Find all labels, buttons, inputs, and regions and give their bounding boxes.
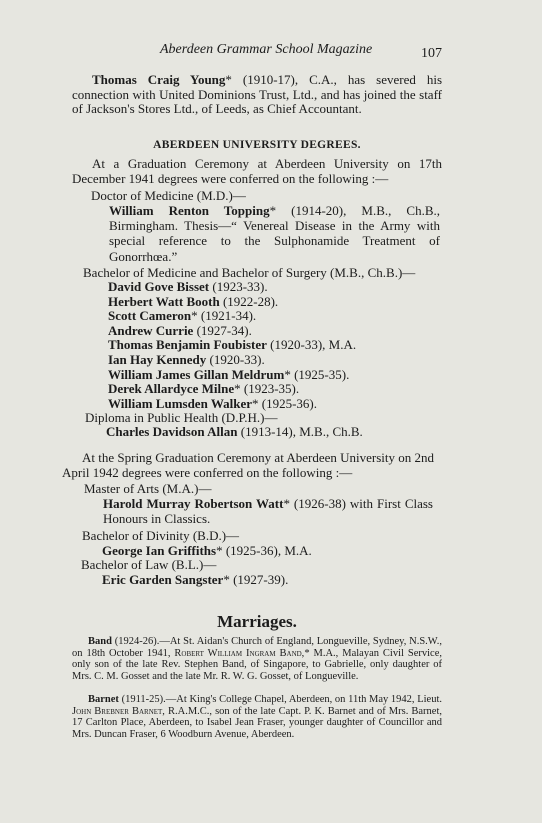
- sangster-entry: [102, 572, 288, 587]
- griffiths-name: George Ian Griffiths: [102, 543, 217, 558]
- graduate-name: Ian Hay Kennedy: [108, 351, 207, 367]
- graduate-details: (1922-28).: [219, 293, 279, 309]
- list-item: [108, 338, 438, 353]
- md-label: Doctor of Medicine (M.D.)—: [91, 188, 246, 203]
- barnet-groom-name: John Brebner Barnet,: [72, 705, 165, 717]
- watt-entry: [103, 496, 433, 526]
- graduate-details: (1920-33), M.A.: [266, 337, 357, 353]
- graduation-intro-1-text: At a Graduation Ceremony at Aberdeen University on 17th December 1941 degrees were conferred on the following :—: [72, 156, 442, 187]
- griffiths-details: * (1925-36), M.A.: [216, 543, 312, 558]
- graduate-name: Scott Cameron: [108, 308, 192, 324]
- graduate-name: David Gove Bisset: [108, 279, 210, 294]
- band-text-1: (1924-26).—At St. Aidan's Church of England, Longueville, Sydney, N.S.W., on 18th October 1941,: [72, 636, 442, 659]
- bd-label: Bachelor of Divinity (B.D.)—: [82, 528, 240, 543]
- graduate-name: William James Gillan Meldrum: [108, 366, 285, 382]
- bl-label: Bachelor of Law (B.L.)—: [81, 557, 217, 572]
- graduate-details: * (1921-34).: [191, 308, 257, 324]
- page-header: [0, 40, 542, 64]
- young-name: Thomas Craig Young: [92, 72, 226, 87]
- list-item: [108, 324, 438, 339]
- degrees-heading-text: ABERDEEN UNIVERSITY DEGREES.: [153, 139, 361, 151]
- mbchb-list: [108, 280, 438, 411]
- barnet-surname: Barnet: [88, 694, 119, 705]
- band-surname: Band: [88, 636, 112, 647]
- band-marriage-notice: [72, 636, 442, 682]
- topping-text: * (1914-20), M.B., Ch.B., Birmingham. Thesis—“ Venereal Disease in the Army with special reference to the Sulphonamide Treatment of Gonorrhœa.”: [109, 203, 440, 264]
- graduate-details: * (1925-36).: [252, 395, 317, 411]
- topping-entry: [109, 203, 440, 264]
- allan-name: Charles Davidson Allan: [106, 424, 238, 439]
- barnet-text-1: (1911-25).—At King's College Chapel, Aberdeen, on 11th May 1942, Lieut.: [118, 694, 442, 705]
- allan-details: (1913-14), M.B., Ch.B.: [237, 424, 363, 439]
- barnet-text-2: R.A.M.C., son of the late Capt. P. K. Barnet and of Mrs. Barnet, 17 Carlton Place, Aberdeen, to Isabel Jean Fraser, younger daughter of Councillor and Mrs. Duncan Fraser, 6 Woodburn Avenue, Aberdeen.: [72, 705, 442, 740]
- graduation-intro-1: [72, 156, 442, 186]
- list-item: [108, 295, 438, 310]
- graduate-name: Andrew Currie: [108, 322, 194, 338]
- running-title: Aberdeen Grammar School Magazine: [160, 42, 373, 57]
- graduate-name: Herbert Watt Booth: [108, 293, 220, 309]
- young-paragraph: [72, 73, 442, 117]
- marriages-heading-text: Marriages.: [217, 612, 297, 631]
- list-item: [108, 280, 438, 295]
- young-text: * (1910-17), C.A., has severed his connection with United Dominions Trust, Ltd., and has joined the staff of Jackson's Stores Ltd., of Leeds, as Chief Accountant.: [72, 72, 442, 116]
- ma-label: Master of Arts (M.A.)—: [84, 481, 212, 496]
- watt-name: Harold Murray Robertson Watt: [103, 496, 284, 511]
- barnet-marriage-notice: [72, 694, 442, 740]
- graduate-details: (1927-34).: [193, 322, 252, 338]
- band-groom-name: Robert William Ingram Band,: [174, 647, 305, 659]
- griffiths-entry: [102, 543, 312, 558]
- graduate-name: Derek Allardyce Milne: [108, 381, 235, 397]
- graduation-intro-2-text: At the Spring Graduation Ceremony at Aberdeen University on 2nd April 1942 degrees were conferred on the following :—: [62, 450, 435, 481]
- sangster-name: Eric Garden Sangster: [102, 572, 224, 587]
- graduate-details: (1920-33).: [206, 351, 265, 367]
- page-number: 107: [421, 46, 442, 61]
- sangster-details: * (1927-39).: [223, 572, 289, 587]
- dph-label: Diploma in Public Health (D.P.H.)—: [85, 410, 278, 425]
- list-item: [108, 368, 438, 383]
- list-item: [108, 382, 438, 397]
- mbchb-label: Bachelor of Medicine and Bachelor of Surgery (M.B., Ch.B.)—: [83, 265, 416, 280]
- graduate-details: * (1923-35).: [234, 381, 300, 397]
- list-item: [108, 309, 438, 324]
- degrees-heading: [72, 138, 442, 153]
- graduate-details: (1923-33).: [209, 279, 268, 294]
- topping-name: William Renton Topping: [109, 203, 270, 218]
- watt-details: * (1926-38) with First Class Honours in Classics.: [103, 496, 433, 527]
- marriages-heading: [72, 612, 442, 632]
- graduate-name: Thomas Benjamin Foubister: [108, 337, 267, 353]
- band-text-2: * M.A., Malayan Civil Service, only son of the late Rev. Stephen Band, of Singapore, to Gabrielle, only daughter of Mrs. C. M. Gosset and the late Mr. R. W. G. Gosset, of Longueville.: [72, 647, 442, 682]
- list-item: [108, 353, 438, 368]
- graduate-details: * (1925-35).: [284, 366, 350, 382]
- allan-entry: [106, 424, 363, 439]
- graduation-intro-2: [62, 450, 434, 480]
- graduate-name: William Lumsden Walker: [108, 395, 252, 411]
